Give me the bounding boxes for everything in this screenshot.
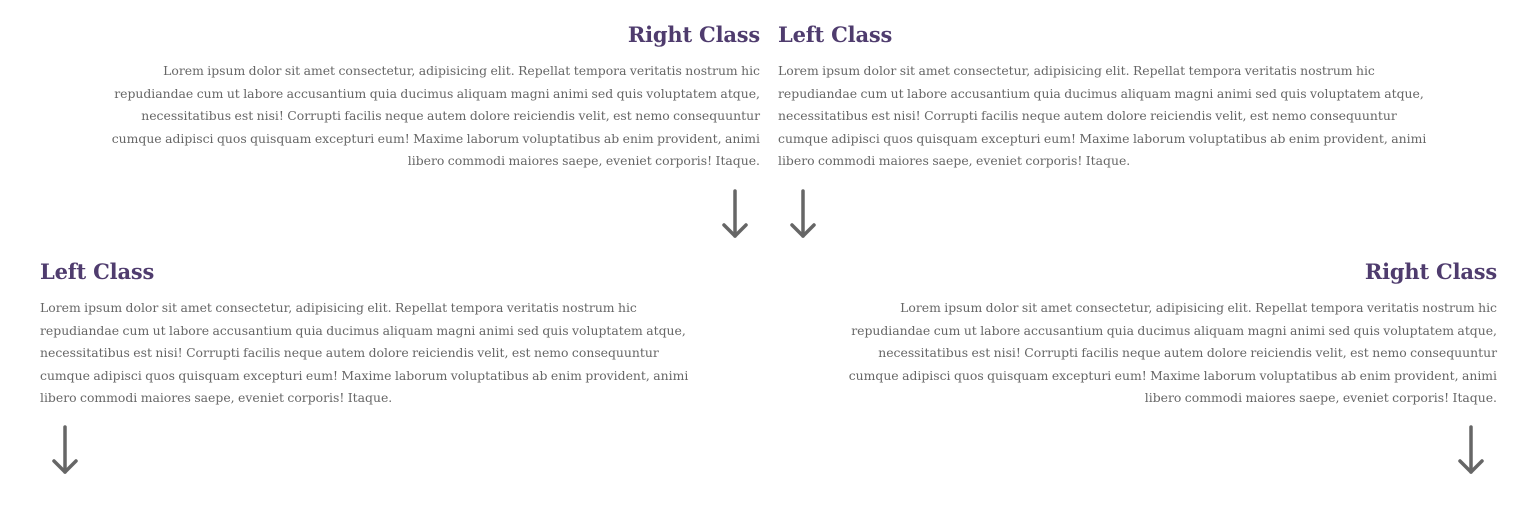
block-heading: Left Class <box>40 259 155 284</box>
paragraph-line: libero commodi maiores saepe, eveniet corporis! Itaque. <box>40 390 393 405</box>
left-class-block-top <box>778 20 1508 173</box>
block-heading: Left Class <box>778 22 893 47</box>
paragraph-line: necessitatibus est nisi! Corrupti facilis neque autem dolore reiciendis velit, est nemo consequuntur <box>778 108 1397 123</box>
block-paragraph <box>40 297 770 410</box>
paragraph-line: necessitatibus est nisi! Corrupti facilis neque autem dolore reiciendis velit, est nemo consequuntur <box>40 345 659 360</box>
paragraph-line: Lorem ipsum dolor sit amet consectetur, adipisicing elit. Repellat tempora veritatis nostrum hic <box>778 63 1375 78</box>
arrow-down-icon <box>1456 424 1486 476</box>
paragraph-line: repudiandae cum ut labore accusantium quia ducimus aliquam magni animi sed quis voluptatem atque, <box>114 85 760 101</box>
arrow-down-icon <box>720 188 750 240</box>
paragraph-line: libero commodi maiores saepe, eveniet corporis! Itaque. <box>407 153 760 168</box>
paragraph-line: cumque adipisci quos quisquam excepturi eum! Maxime laborum voluptatibus ab enim provident, animi <box>848 367 1497 383</box>
paragraph-line: Lorem ipsum dolor sit amet consectetur, adipisicing elit. Repellat tempora veritatis nostrum hic <box>40 300 637 315</box>
block-heading: Right Class <box>627 22 760 47</box>
paragraph-line: repudiandae cum ut labore accusantium quia ducimus aliquam magni animi sed quis voluptatem atque, <box>40 322 686 338</box>
right-class-block-bottom <box>767 257 1497 410</box>
block-paragraph <box>778 60 1508 173</box>
paragraph-line: cumque adipisci quos quisquam excepturi eum! Maxime laborum voluptatibus ab enim provident, animi <box>40 367 689 383</box>
right-class-block-top <box>30 20 760 173</box>
paragraph-line: Lorem ipsum dolor sit amet consectetur, adipisicing elit. Repellat tempora veritatis nostrum hic <box>163 63 760 78</box>
arrow-down-icon <box>788 188 818 240</box>
paragraph-line: necessitatibus est nisi! Corrupti facilis neque autem dolore reiciendis velit, est nemo consequuntur <box>878 345 1497 360</box>
paragraph-line: libero commodi maiores saepe, eveniet corporis! Itaque. <box>778 153 1131 168</box>
paragraph-line: cumque adipisci quos quisquam excepturi eum! Maxime laborum voluptatibus ab enim provident, animi <box>111 130 760 146</box>
paragraph-line: repudiandae cum ut labore accusantium quia ducimus aliquam magni animi sed quis voluptatem atque, <box>851 322 1497 338</box>
paragraph-line: repudiandae cum ut labore accusantium quia ducimus aliquam magni animi sed quis voluptatem atque, <box>778 85 1424 101</box>
paragraph-line: necessitatibus est nisi! Corrupti facilis neque autem dolore reiciendis velit, est nemo consequuntur <box>141 108 760 123</box>
block-paragraph <box>767 297 1497 410</box>
arrow-down-icon <box>50 424 80 476</box>
left-class-block-bottom <box>40 257 770 410</box>
paragraph-line: libero commodi maiores saepe, eveniet corporis! Itaque. <box>1144 390 1497 405</box>
block-paragraph <box>30 60 760 173</box>
paragraph-line: Lorem ipsum dolor sit amet consectetur, adipisicing elit. Repellat tempora veritatis nostrum hic <box>900 300 1497 315</box>
paragraph-line: cumque adipisci quos quisquam excepturi eum! Maxime laborum voluptatibus ab enim provident, animi <box>778 130 1427 146</box>
block-heading: Right Class <box>1364 259 1497 284</box>
